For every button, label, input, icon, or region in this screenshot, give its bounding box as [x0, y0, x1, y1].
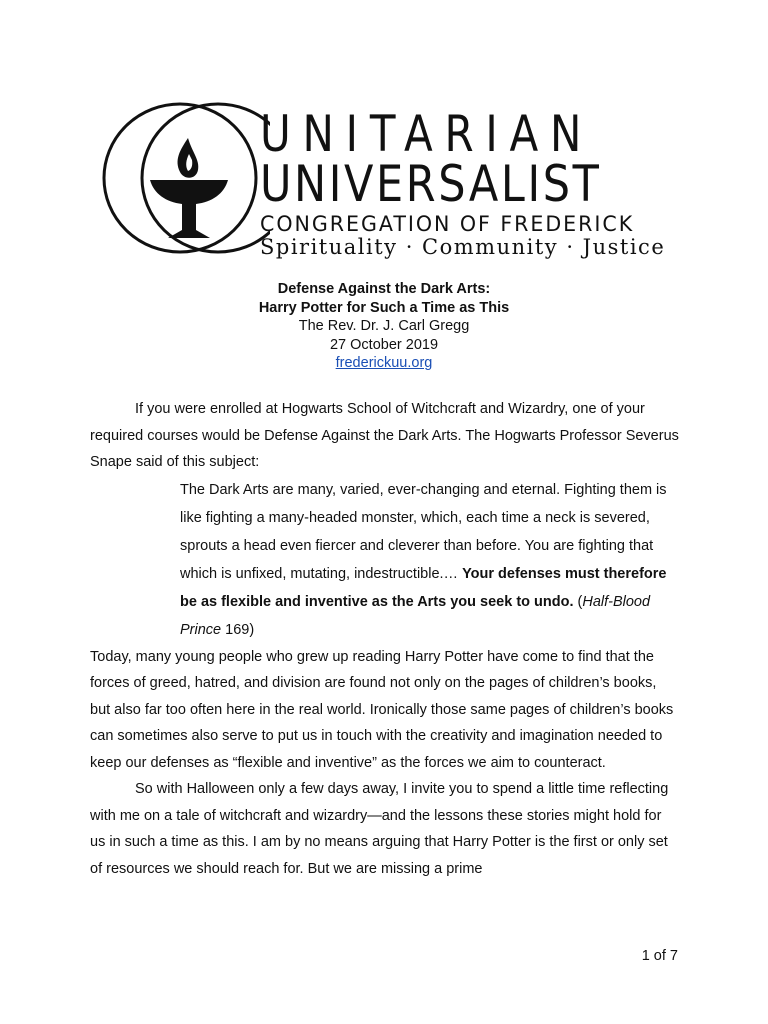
citation-open: ( [573, 593, 583, 610]
paragraph-1: If you were enrolled at Hogwarts School of Witchcraft and Wizardry, one of your required courses would be Defense Against the Dark Arts. The Hogwarts Professor Severus Snape said of this subject: [90, 401, 679, 470]
flaming-chalice-icon [100, 98, 270, 258]
paragraph-3: So with Halloween only a few days away, I invite you to spend a little time reflecting with me on a tale of witchcraft and wizardry—and the lessons these stories might hold for us in such a time as this. I am by no means arguing that Harry Potter is the first or only set of resources we should reach for. But we are missing a prime [90, 781, 669, 877]
website-link[interactable]: frederickuu.org [335, 355, 433, 371]
page-number: 1 of 7 [641, 948, 678, 964]
logo-line-unitarian: UNITARIAN [260, 105, 594, 163]
quote-bold-text: Your defenses must therefore be as flexible and inventive as the Arts you seek to undo. [180, 565, 667, 610]
author: The Rev. Dr. J. Carl Gregg [298, 318, 470, 334]
logo-tagline: Spirituality · Community · Justice [260, 235, 666, 259]
sermon-body [90, 396, 680, 882]
sermon-header [0, 280, 768, 373]
date: 27 October 2019 [329, 336, 439, 353]
paragraph-2: Today, many young people who grew up reading Harry Potter have come to find that the forces of greed, hatred, and division are found not only on the pages of children’s books, but also far too often here in the real world. Ironically those same pages of children’s books can sometimes also serve to put us in touch with the creativity and imagination needed to keep our defenses as “flexible and inventive” as the forces we aim to counteract. [90, 648, 674, 771]
quote-text: The Dark Arts are many, varied, ever-changing and eternal. Fighting them is like fighting a many-headed monster, which, each time a neck is severed, sprouts a head even fiercer and cleverer than before. You are fighting that which is unfixed, mutating, indestructible.… [180, 481, 667, 582]
congregation-logo [100, 98, 680, 258]
logo-line-congregation: CONGREGATION OF FREDERICK [260, 212, 635, 236]
citation-title: Half-Blood Prince [180, 593, 651, 638]
title-line-1: Defense Against the Dark Arts: [277, 281, 491, 297]
title-line-2: Harry Potter for Such a Time as This [258, 299, 510, 316]
block-quote [180, 476, 680, 644]
logo-line-universalist: UNIVERSALIST [260, 155, 602, 213]
citation-close: 169) [221, 621, 255, 638]
